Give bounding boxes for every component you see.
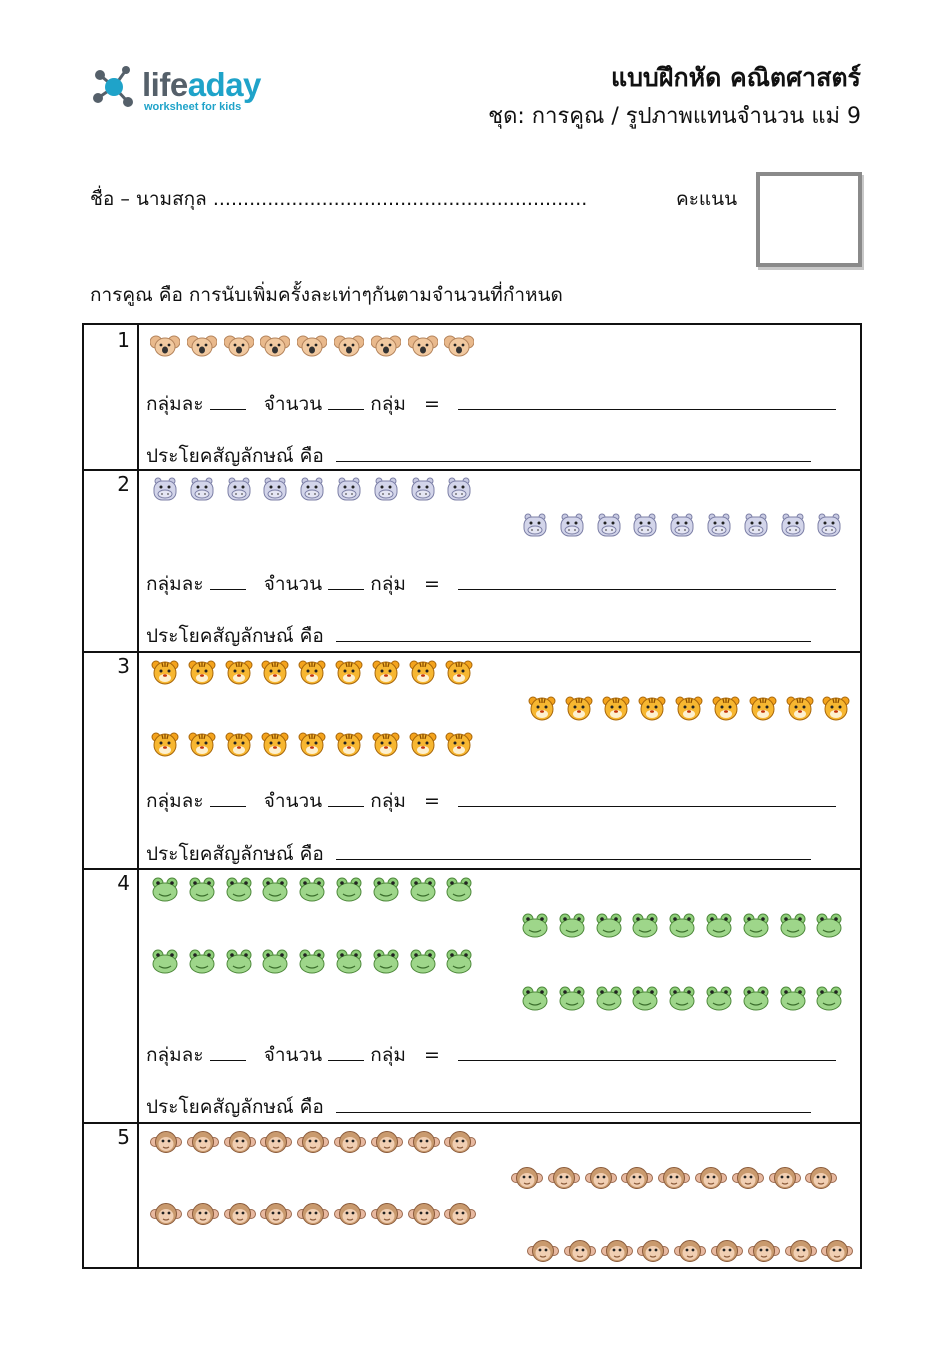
worksheet-title: แบบฝึกหัด คณิตศาสตร์: [610, 63, 861, 92]
logo-wordmark: lifeaday: [142, 66, 261, 103]
tiger-icon: [785, 695, 813, 719]
group-count-blank[interactable]: [328, 789, 364, 807]
tiger-icon: [224, 659, 252, 683]
monkey-icon: [150, 1202, 178, 1226]
hippo-icon: [224, 477, 252, 501]
group-label: กลุ่ม: [370, 790, 406, 812]
frog-icon: [150, 876, 178, 900]
hippo-icon: [778, 513, 806, 537]
monkey-icon: [711, 1239, 739, 1263]
amount-label: จำนวน: [263, 790, 323, 812]
frog-icon: [704, 985, 732, 1009]
monkey-icon: [334, 1202, 362, 1226]
answer-line[interactable]: [146, 1040, 836, 1070]
monkey-icon: [408, 1130, 436, 1154]
score-label: คะแนน: [676, 188, 738, 210]
sentence-label: ประโยคสัญลักษณ์ คือ: [146, 625, 324, 647]
hippo-icon: [408, 477, 436, 501]
animal-group: [150, 1130, 481, 1154]
frog-icon: [444, 876, 472, 900]
monkey-icon: [769, 1166, 797, 1190]
animal-group: [527, 1239, 858, 1263]
frog-icon: [297, 948, 325, 972]
tiger-icon: [444, 659, 472, 683]
molecule-logo-icon: [90, 62, 140, 112]
monkey-icon: [821, 1239, 849, 1263]
group-label: กลุ่ม: [370, 573, 406, 595]
monkey-icon: [585, 1166, 613, 1190]
frog-icon: [814, 912, 842, 936]
tiger-icon: [711, 695, 739, 719]
monkey-icon: [260, 1202, 288, 1226]
group-count-blank[interactable]: [328, 392, 364, 410]
hippo-icon: [297, 477, 325, 501]
animal-group: [150, 876, 481, 900]
hippo-icon: [630, 513, 658, 537]
tiger-icon: [444, 731, 472, 755]
group-count-blank[interactable]: [328, 572, 364, 590]
sentence-blank[interactable]: [336, 842, 811, 860]
koala-icon: [371, 333, 399, 357]
row-divider: [84, 469, 860, 471]
tiger-icon: [260, 731, 288, 755]
frog-icon: [260, 948, 288, 972]
question-table: [82, 323, 862, 1269]
frog-icon: [667, 912, 695, 936]
frog-icon: [224, 876, 252, 900]
animal-group: [150, 659, 481, 683]
monkey-icon: [187, 1202, 215, 1226]
tiger-icon: [150, 659, 178, 683]
lifeaday-logo: [90, 62, 290, 114]
tiger-icon: [601, 695, 629, 719]
hippo-icon: [704, 513, 732, 537]
tiger-icon: [821, 695, 849, 719]
frog-icon: [741, 912, 769, 936]
monkey-icon: [334, 1130, 362, 1154]
frog-icon: [224, 948, 252, 972]
hippo-icon: [594, 513, 622, 537]
hippo-icon: [814, 513, 842, 537]
koala-icon: [334, 333, 362, 357]
tiger-icon: [371, 731, 399, 755]
frog-icon: [408, 948, 436, 972]
tiger-icon: [408, 659, 436, 683]
frog-icon: [187, 948, 215, 972]
tiger-icon: [334, 731, 362, 755]
monkey-icon: [527, 1239, 555, 1263]
tiger-icon: [527, 695, 555, 719]
sentence-label: ประโยคสัญลักษณ์ คือ: [146, 843, 324, 865]
tiger-icon: [334, 659, 362, 683]
intro-text: การคูณ คือ การนับเพิ่มครั้งละเท่าๆกันตามจำนวนที่กำหนด: [90, 284, 563, 306]
tiger-icon: [297, 659, 325, 683]
amount-label: จำนวน: [263, 1044, 323, 1066]
monkey-icon: [444, 1130, 472, 1154]
animal-group: [520, 513, 851, 537]
monkey-icon: [187, 1130, 215, 1154]
frog-icon: [778, 985, 806, 1009]
frog-icon: [778, 912, 806, 936]
frog-icon: [408, 876, 436, 900]
frog-icon: [704, 912, 732, 936]
monkey-icon: [371, 1202, 399, 1226]
animal-group: [150, 731, 481, 755]
tiger-icon: [187, 659, 215, 683]
hippo-icon: [557, 513, 585, 537]
frog-icon: [741, 985, 769, 1009]
monkey-icon: [444, 1202, 472, 1226]
question-number: 1: [117, 328, 130, 352]
sentence-line[interactable]: [146, 621, 811, 651]
per-group-label: กลุ่มละ: [146, 790, 204, 812]
frog-icon: [260, 876, 288, 900]
tiger-icon: [408, 731, 436, 755]
tiger-icon: [748, 695, 776, 719]
amount-label: จำนวน: [263, 393, 323, 415]
animal-group: [527, 695, 858, 719]
result-blank[interactable]: [458, 572, 836, 590]
frog-icon: [150, 948, 178, 972]
animal-group: [150, 333, 481, 357]
koala-icon: [224, 333, 252, 357]
koala-icon: [150, 333, 178, 357]
monkey-icon: [371, 1130, 399, 1154]
sentence-label: ประโยคสัญลักษณ์ คือ: [146, 445, 324, 467]
frog-icon: [371, 876, 399, 900]
frog-icon: [371, 948, 399, 972]
monkey-icon: [511, 1166, 539, 1190]
question-number: 5: [117, 1125, 130, 1149]
frog-icon: [444, 948, 472, 972]
monkey-icon: [695, 1166, 723, 1190]
row-divider: [84, 1122, 860, 1124]
result-blank[interactable]: [458, 392, 836, 410]
row-divider: [84, 868, 860, 870]
frog-icon: [557, 985, 585, 1009]
result-blank[interactable]: [458, 1043, 836, 1061]
monkey-icon: [297, 1202, 325, 1226]
frog-icon: [334, 876, 362, 900]
tiger-icon: [674, 695, 702, 719]
frog-icon: [667, 985, 695, 1009]
worksheet-subtitle: ชุด: การคูณ / รูปภาพแทนจำนวน แม่ 9: [488, 104, 861, 129]
question-number: 2: [117, 472, 130, 496]
sentence-blank[interactable]: [336, 444, 811, 462]
group-label: กลุ่ม: [370, 1044, 406, 1066]
animal-group: [150, 1202, 481, 1226]
equals-sign: =: [424, 573, 440, 595]
answer-line[interactable]: [146, 786, 836, 816]
koala-icon: [187, 333, 215, 357]
per-group-label: กลุ่มละ: [146, 393, 204, 415]
equals-sign: =: [424, 393, 440, 415]
frog-icon: [630, 985, 658, 1009]
tiger-icon: [564, 695, 592, 719]
monkey-icon: [601, 1239, 629, 1263]
sentence-line[interactable]: [146, 441, 811, 471]
question-number: 3: [117, 654, 130, 678]
koala-icon: [444, 333, 472, 357]
hippo-icon: [741, 513, 769, 537]
koala-icon: [408, 333, 436, 357]
monkey-icon: [732, 1166, 760, 1190]
equals-sign: =: [424, 790, 440, 812]
hippo-icon: [187, 477, 215, 501]
hippo-icon: [371, 477, 399, 501]
per-group-blank[interactable]: [210, 789, 246, 807]
sentence-blank[interactable]: [336, 1095, 811, 1113]
monkey-icon: [564, 1239, 592, 1263]
amount-label: จำนวน: [263, 573, 323, 595]
tiger-icon: [150, 731, 178, 755]
hippo-icon: [260, 477, 288, 501]
per-group-label: กลุ่มละ: [146, 573, 204, 595]
animal-group: [150, 477, 481, 501]
tiger-icon: [637, 695, 665, 719]
frog-icon: [334, 948, 362, 972]
tiger-icon: [187, 731, 215, 755]
number-column-divider: [137, 325, 139, 1267]
sentence-line[interactable]: [146, 1092, 811, 1122]
frog-icon: [187, 876, 215, 900]
answer-line[interactable]: [146, 569, 836, 599]
monkey-icon: [150, 1130, 178, 1154]
monkey-icon: [224, 1130, 252, 1154]
monkey-icon: [297, 1130, 325, 1154]
monkey-icon: [408, 1202, 436, 1226]
result-blank[interactable]: [458, 789, 836, 807]
animal-group: [511, 1166, 842, 1190]
animal-group: [520, 912, 851, 936]
monkey-icon: [621, 1166, 649, 1190]
frog-icon: [630, 912, 658, 936]
logo-tagline: worksheet for kids: [144, 101, 242, 113]
per-group-blank[interactable]: [210, 1043, 246, 1061]
group-count-blank[interactable]: [328, 1043, 364, 1061]
hippo-icon: [150, 477, 178, 501]
frog-icon: [814, 985, 842, 1009]
frog-icon: [557, 912, 585, 936]
per-group-blank[interactable]: [210, 392, 246, 410]
monkey-icon: [637, 1239, 665, 1263]
tiger-icon: [224, 731, 252, 755]
koala-icon: [297, 333, 325, 357]
per-group-blank[interactable]: [210, 572, 246, 590]
monkey-icon: [785, 1239, 813, 1263]
frog-icon: [520, 912, 548, 936]
monkey-icon: [748, 1239, 776, 1263]
row-divider: [84, 651, 860, 653]
frog-icon: [297, 876, 325, 900]
equals-sign: =: [424, 1044, 440, 1066]
monkey-icon: [548, 1166, 576, 1190]
tiger-icon: [297, 731, 325, 755]
koala-icon: [260, 333, 288, 357]
hippo-icon: [667, 513, 695, 537]
monkey-icon: [805, 1166, 833, 1190]
tiger-icon: [371, 659, 399, 683]
sentence-line[interactable]: [146, 839, 811, 869]
hippo-icon: [444, 477, 472, 501]
sentence-label: ประโยคสัญลักษณ์ คือ: [146, 1096, 324, 1118]
monkey-icon: [224, 1202, 252, 1226]
sentence-blank[interactable]: [336, 624, 811, 642]
monkey-icon: [658, 1166, 686, 1190]
animal-group: [150, 948, 481, 972]
hippo-icon: [520, 513, 548, 537]
frog-icon: [594, 912, 622, 936]
monkey-icon: [674, 1239, 702, 1263]
tiger-icon: [260, 659, 288, 683]
monkey-icon: [260, 1130, 288, 1154]
frog-icon: [520, 985, 548, 1009]
group-label: กลุ่ม: [370, 393, 406, 415]
frog-icon: [594, 985, 622, 1009]
score-box: [756, 172, 862, 267]
per-group-label: กลุ่มละ: [146, 1044, 204, 1066]
question-number: 4: [117, 871, 130, 895]
hippo-icon: [334, 477, 362, 501]
animal-group: [520, 985, 851, 1009]
answer-line[interactable]: [146, 389, 836, 419]
student-name-line: ชื่อ – นามสกุล ..............................................................: [90, 188, 588, 210]
